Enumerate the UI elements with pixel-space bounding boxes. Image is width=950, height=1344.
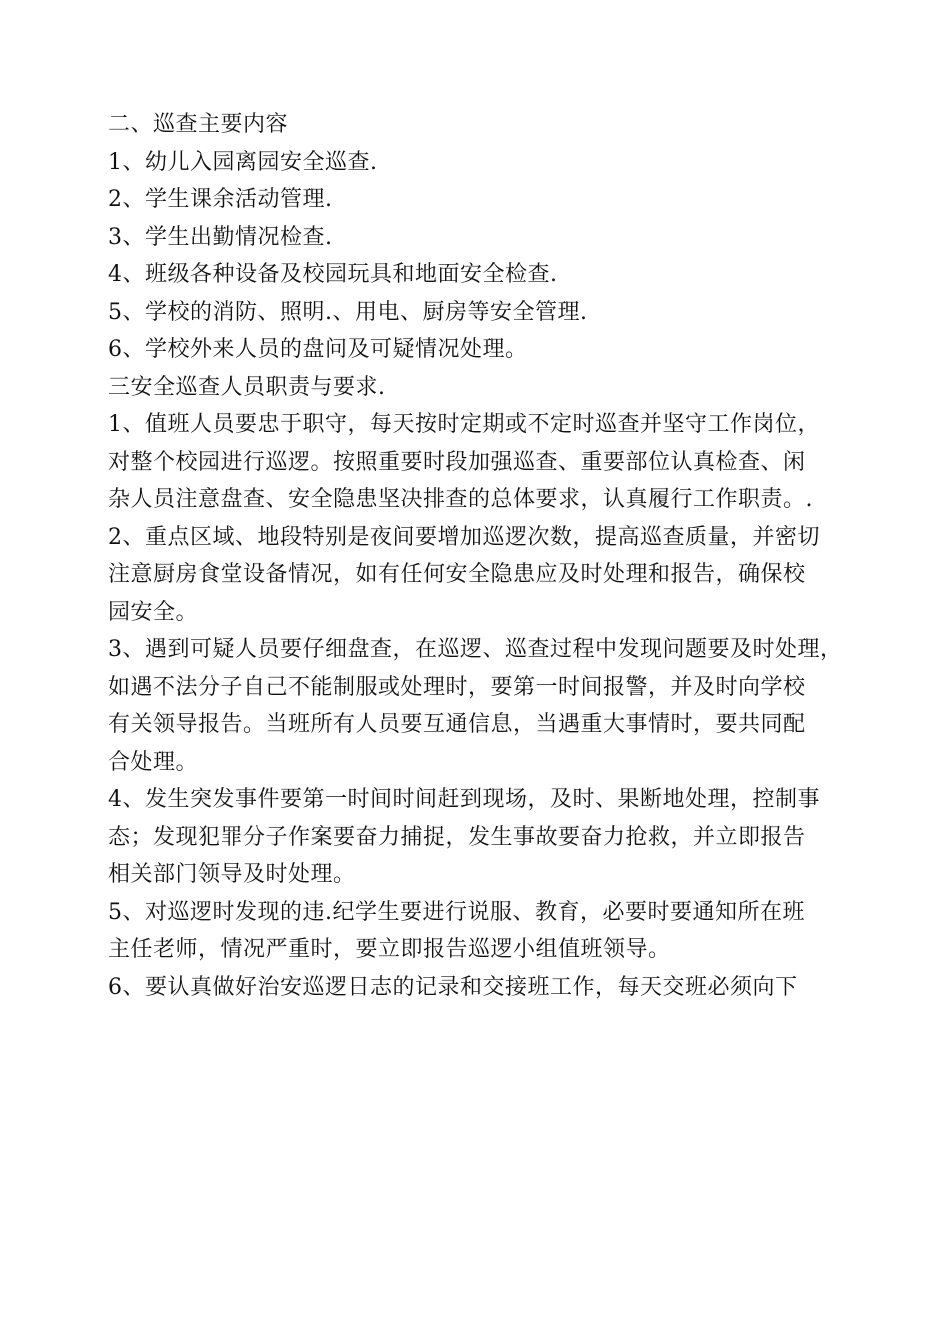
paragraph-line: 1、值班人员要忠于职守，每天按时定期或不定时巡查并坚守工作岗位，	[108, 412, 820, 437]
paragraph-line: 园安全。	[108, 599, 199, 625]
paragraph-line: 4、发生突发事件要第一时间时间赶到现场，及时、果断地处理，控制事	[108, 787, 820, 812]
list-item: 5、学校的消防、照明.、用电、厨房等安全管理.	[108, 299, 588, 325]
paragraph-line: 注意厨房食堂设备情况，如有任何安全隐患应及时处理和报告，确保校	[108, 562, 806, 587]
paragraph-line: 相关部门领导及时处理。	[108, 862, 356, 887]
paragraph-line: 对整个校园进行巡逻。按照重要时段加强巡查、重要部位认真检查、闲	[108, 449, 806, 475]
paragraph-line: 有关领导报告。当班所有人员要互通信息，当遇重大事情时，要共同配	[108, 712, 806, 737]
section-heading-duties: 三安全巡查人员职责与要求.	[108, 374, 386, 400]
paragraph-line: 5、对巡逻时发现的违.纪学生要进行说服、教育，必要时要通知所在班	[108, 899, 805, 925]
paragraph-line: 杂人员注意盘查、安全隐患坚决排查的总体要求，认真履行工作职责。.	[108, 487, 813, 512]
paragraph-line: 主任老师，情况严重时，要立即报告巡逻小组值班领导。	[108, 937, 671, 962]
document-body	[108, 106, 868, 1006]
list-item: 3、学生出勤情况检查.	[108, 224, 333, 250]
section-heading-patrol-content: 二、巡查主要内容	[108, 112, 289, 137]
paragraph-line: 如遇不法分子自己不能制服或处理时，要第一时间报警，并及时向学校	[108, 674, 806, 700]
paragraph-line: 合处理。	[108, 749, 199, 775]
list-item: 4、班级各种设备及校园玩具和地面安全检查.	[108, 262, 558, 287]
list-item: 1、幼儿入园离园安全巡查.	[108, 149, 378, 175]
list-item: 2、学生课余活动管理.	[108, 187, 333, 212]
list-item: 6、学校外来人员的盘问及可疑情况处理。	[108, 337, 528, 362]
paragraph-line: 2、重点区域、地段特别是夜间要增加巡逻次数，提高巡查质量，并密切	[108, 524, 820, 550]
paragraph-line: 3、遇到可疑人员要仔细盘查，在巡逻、巡查过程中发现问题要及时处理，	[108, 637, 843, 662]
paragraph-line: 态；发现犯罪分子作案要奋力捕捉，发生事故要奋力抢救，并立即报告	[108, 824, 806, 850]
paragraph-line: 6、要认真做好治安巡逻日志的记录和交接班工作，每天交班必须向下	[108, 974, 798, 1000]
